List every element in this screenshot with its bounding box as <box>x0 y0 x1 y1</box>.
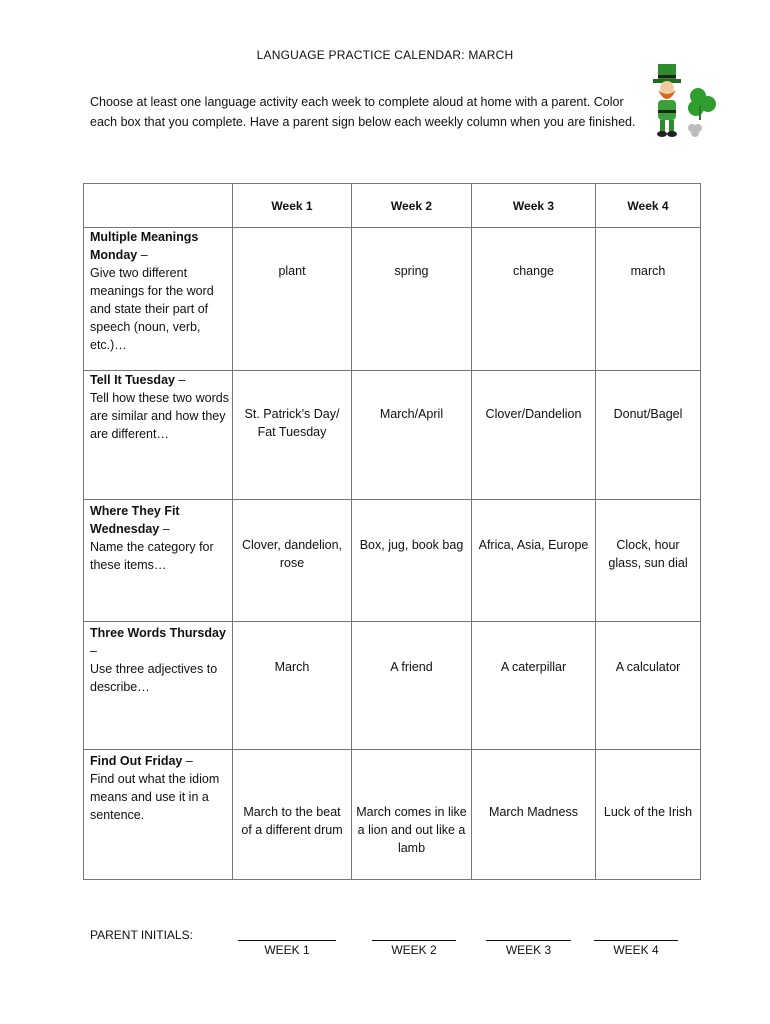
activity-day-name: Multiple Meanings Monday <box>90 230 199 262</box>
instructions-paragraph: Choose at least one language activity each week to complete aloud at home with a parent. Color each box that you complete. Have a parent sign below each weekly column when you are finished. <box>90 95 636 129</box>
activity-cell[interactable]: March to the beat of a different drum <box>233 750 352 880</box>
activity-row <box>84 622 701 750</box>
activity-cell[interactable]: A calculator <box>596 622 701 750</box>
activity-row <box>84 750 701 880</box>
activity-day-name: Tell It Tuesday <box>90 373 175 387</box>
activity-cell[interactable]: St. Patrick’s Day/ Fat Tuesday <box>233 371 352 500</box>
activity-instruction: Name the category for these items… <box>90 540 214 572</box>
activity-cell[interactable]: Clover/Dandelion <box>472 371 596 500</box>
activity-instruction: Give two different meanings for the word and state their part of speech (noun, verb, etc.)… <box>90 266 214 352</box>
signature-week-label: WEEK 4 <box>613 943 659 957</box>
activity-instruction: Tell how these two words are similar and how they are different… <box>90 391 229 441</box>
week-header: Week 1 <box>233 184 352 228</box>
dash: – <box>90 644 97 658</box>
signature-week-label: WEEK 3 <box>505 943 552 957</box>
activity-cell[interactable]: change <box>472 228 596 371</box>
signature-rule <box>238 929 336 941</box>
signature-week-label: WEEK 1 <box>264 943 310 957</box>
activity-description <box>84 228 233 371</box>
activity-cell[interactable]: A caterpillar <box>472 622 596 750</box>
header-blank-cell <box>84 184 233 228</box>
signature-rule <box>486 929 571 941</box>
activity-instruction: Use three adjectives to describe… <box>90 662 218 694</box>
activity-cell[interactable]: plant <box>233 228 352 371</box>
activity-cell[interactable]: Clock, hour glass, sun dial <box>596 500 701 622</box>
activity-instruction: Find out what the idiom means and use it in a sentence. <box>90 772 220 822</box>
signature-rule <box>594 929 678 941</box>
activity-description <box>84 750 233 880</box>
activity-description <box>84 371 233 500</box>
signature-line[interactable] <box>238 929 336 957</box>
signature-line[interactable] <box>594 929 678 957</box>
activity-row <box>84 500 701 622</box>
week-header: Week 3 <box>472 184 596 228</box>
activity-cell[interactable]: Donut/Bagel <box>596 371 701 500</box>
activity-cell[interactable]: March Madness <box>472 750 596 880</box>
activity-cell[interactable]: Clover, dandelion, rose <box>233 500 352 622</box>
activity-day-name: Find Out Friday <box>90 754 183 768</box>
signature-week-label: WEEK 2 <box>391 943 437 957</box>
activity-row <box>84 228 701 371</box>
page-title: LANGUAGE PRACTICE CALENDAR: MARCH <box>256 48 514 62</box>
activity-description <box>84 622 233 750</box>
signature-line[interactable] <box>486 929 571 957</box>
dash: – <box>140 248 148 262</box>
activity-cell[interactable]: A friend <box>352 622 472 750</box>
dash: – <box>178 373 186 387</box>
dash: – <box>162 522 170 536</box>
activity-description <box>84 500 233 622</box>
activity-cell[interactable]: Africa, Asia, Europe <box>472 500 596 622</box>
activity-cell[interactable]: Luck of the Irish <box>596 750 701 880</box>
calendar-table <box>83 183 701 880</box>
activity-cell[interactable]: March/April <box>352 371 472 500</box>
activity-row <box>84 371 701 500</box>
activity-cell[interactable]: spring <box>352 228 472 371</box>
activity-cell[interactable]: March <box>233 622 352 750</box>
signature-rule <box>372 929 456 941</box>
activity-day-name: Three Words Thursday <box>90 626 226 640</box>
activity-day-name: Where They Fit Wednesday <box>90 504 180 536</box>
signature-line[interactable] <box>372 929 456 957</box>
header-row <box>84 184 701 228</box>
leprechaun-icon <box>648 62 718 140</box>
activity-cell[interactable]: March comes in like a lion and out like a lamb <box>352 750 472 880</box>
week-header: Week 4 <box>596 184 701 228</box>
dash: – <box>185 754 193 768</box>
activity-cell[interactable]: march <box>596 228 701 371</box>
week-header: Week 2 <box>352 184 472 228</box>
parent-initials-label: PARENT INITIALS: <box>90 928 193 942</box>
activity-cell[interactable]: Box, jug, book bag <box>352 500 472 622</box>
